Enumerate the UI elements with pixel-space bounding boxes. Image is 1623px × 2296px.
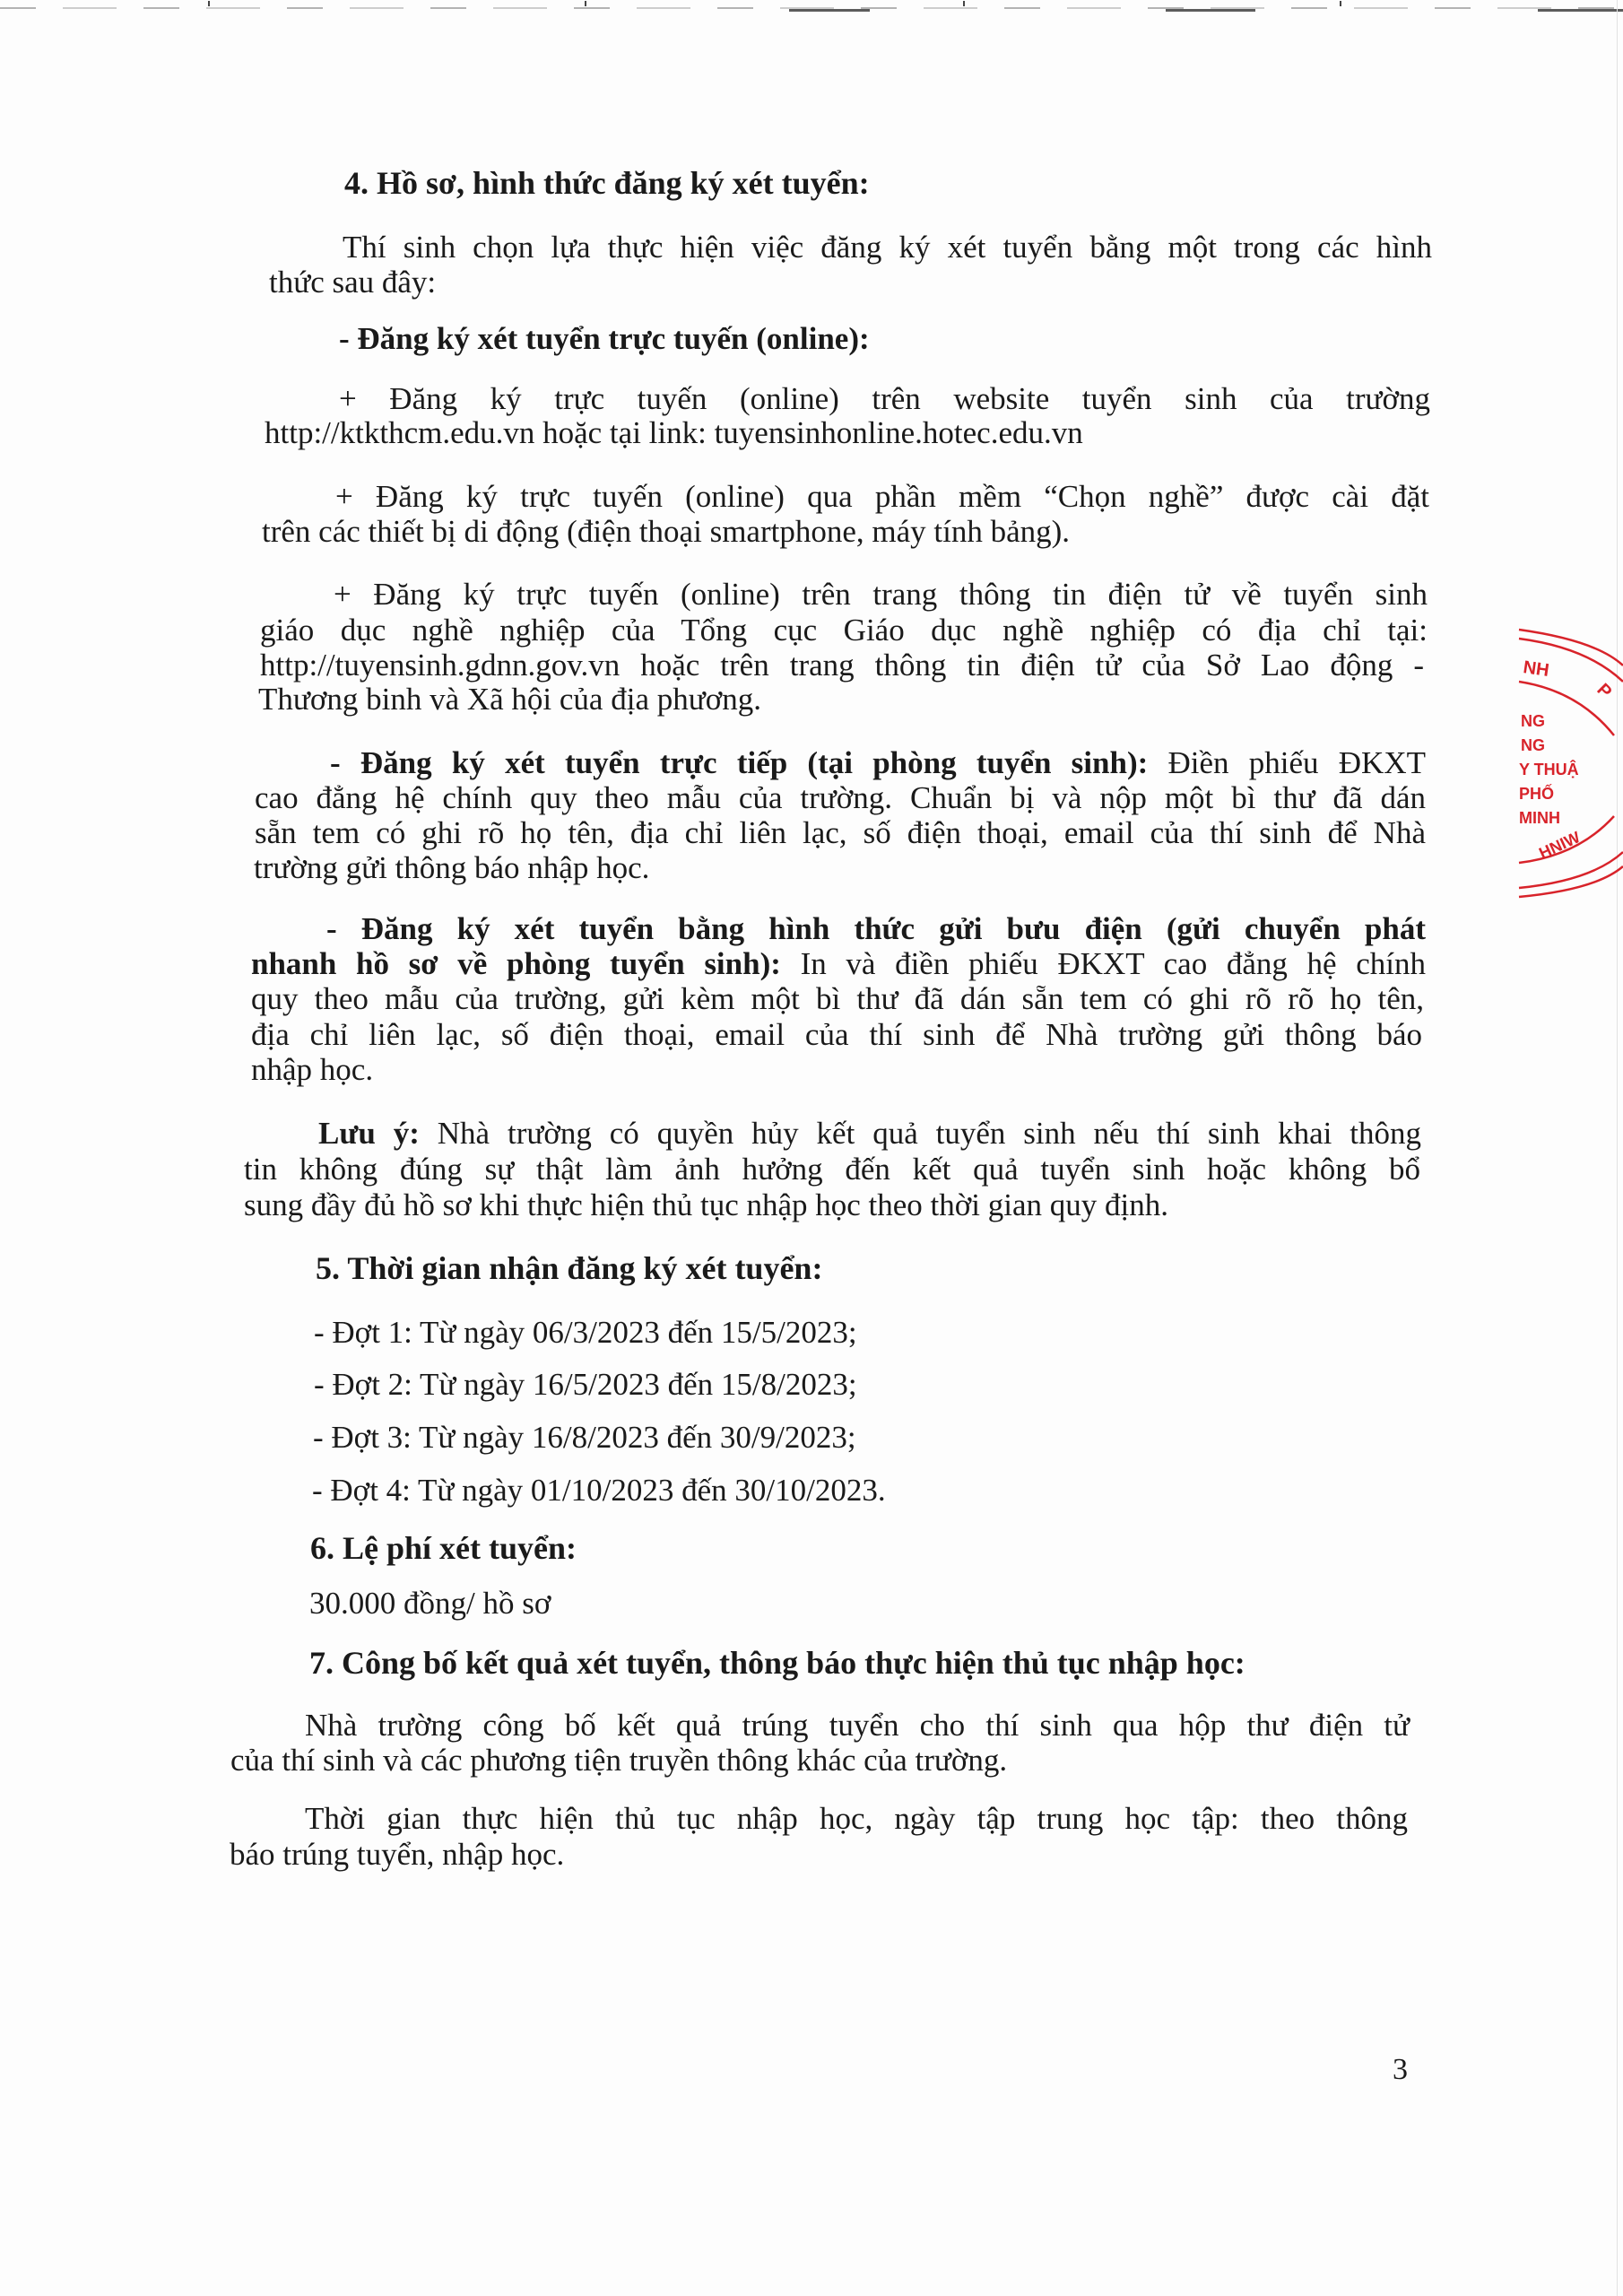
scan-mark bbox=[1538, 9, 1623, 12]
scan-mark bbox=[585, 1, 586, 6]
section-5-heading: 5. Thời gian nhận đăng ký xét tuyển: bbox=[316, 1250, 823, 1286]
svg-text:HNIW: HNIW bbox=[1536, 828, 1584, 863]
online-item-line: Thương binh và Xã hội của địa phương. bbox=[258, 682, 761, 717]
direct-registration-line: sẵn tem có ghi rõ họ tên, địa chỉ liên lạc, số điện thoại, email của thí sinh để Nhà bbox=[255, 815, 1426, 850]
note-line bbox=[318, 1116, 1421, 1152]
scan-mark bbox=[789, 9, 870, 12]
note-text: Nhà trường có quyền hủy kết quả tuyển sinh nếu thí sinh khai thông bbox=[419, 1116, 1421, 1151]
fee-value: 30.000 đồng/ hồ sơ bbox=[309, 1586, 551, 1621]
svg-text:MINH: MINH bbox=[1519, 809, 1560, 827]
scan-mark bbox=[1340, 1, 1341, 6]
post-registration-heading: - Đăng ký xét tuyển bằng hình thức gửi bưu điện (gửi chuyển phát bbox=[326, 911, 1426, 946]
page-number: 3 bbox=[1393, 2053, 1408, 2086]
svg-text:PHỐ: PHỐ bbox=[1519, 785, 1555, 803]
section-7-heading: 7. Công bố kết quả xét tuyển, thông báo thực hiện thủ tục nhập học: bbox=[309, 1645, 1245, 1681]
section-4-heading: 4. Hồ sơ, hình thức đăng ký xét tuyển: bbox=[344, 165, 870, 201]
post-registration-label: nhanh hồ sơ về phòng tuyển sinh): bbox=[251, 946, 781, 981]
svg-text:NG: NG bbox=[1521, 736, 1545, 754]
section-6-heading: 6. Lệ phí xét tuyển: bbox=[310, 1530, 577, 1566]
svg-text:NH: NH bbox=[1522, 657, 1550, 681]
scan-mark bbox=[963, 1, 965, 6]
svg-text:Y THUẬ: Y THUẬ bbox=[1519, 761, 1579, 778]
seal-graphic bbox=[1506, 628, 1623, 924]
note-line: tin không đúng sự thật làm ảnh hưởng đến kết quả tuyển sinh hoặc không bổ bbox=[244, 1152, 1420, 1187]
scan-mark bbox=[208, 1, 210, 6]
svg-text:NG: NG bbox=[1521, 712, 1545, 730]
online-item-line: trên các thiết bị di động (điện thoại smartphone, máy tính bảng). bbox=[262, 514, 1071, 549]
post-registration-line: nhập học. bbox=[251, 1052, 374, 1087]
section-4-intro-line: Thí sinh chọn lựa thực hiện việc đăng ký xét tuyển bằng một trong các hình bbox=[343, 230, 1432, 265]
enrollment-paragraph-line: Thời gian thực hiện thủ tục nhập học, ngày tập trung học tập: theo thông bbox=[305, 1801, 1408, 1836]
results-paragraph-line: của thí sinh và các phương tiện truyền thông khác của trường. bbox=[230, 1743, 1008, 1778]
direct-registration-line: trường gửi thông báo nhập học. bbox=[254, 850, 650, 885]
online-item-line: + Đăng ký trực tuyến (online) trên trang thông tin điện tử về tuyển sinh bbox=[334, 577, 1428, 612]
note-label: Lưu ý: bbox=[318, 1116, 420, 1151]
round-item: - Đợt 1: Từ ngày 06/3/2023 đến 15/5/2023; bbox=[314, 1315, 857, 1350]
note-line: sung đầy đủ hồ sơ khi thực hiện thủ tục nhập học theo thời gian quy định. bbox=[244, 1187, 1168, 1222]
online-item-link[interactable]: http://tuyensinh.gdnn.gov.vn hoặc trên trang thông tin điện tử của Sở Lao động - bbox=[260, 648, 1424, 683]
official-seal-stamp bbox=[1506, 628, 1623, 924]
section-4-intro-line: thức sau đây: bbox=[269, 265, 437, 300]
post-registration-text: In và điền phiếu ĐKXT cao đẳng hệ chính bbox=[780, 946, 1426, 981]
svg-text:P: P bbox=[1593, 679, 1616, 702]
online-heading: - Đăng ký xét tuyển trực tuyến (online): bbox=[339, 321, 870, 356]
page-edge bbox=[1617, 0, 1618, 2296]
direct-registration-line: cao đẳng hệ chính quy theo mẫu của trường. Chuẩn bị và nộp một bì thư đã dán bbox=[255, 780, 1426, 815]
round-item: - Đợt 2: Từ ngày 16/5/2023 đến 15/8/2023; bbox=[314, 1367, 857, 1402]
scan-mark bbox=[1166, 9, 1255, 12]
enrollment-paragraph-line: báo trúng tuyển, nhập học. bbox=[230, 1837, 565, 1872]
online-item-line: + Đăng ký trực tuyến (online) qua phần mềm “Chọn nghề” được cài đặt bbox=[335, 479, 1429, 514]
online-item-line: giáo dục nghề nghiệp của Tổng cục Giáo dục nghề nghiệp có địa chỉ tại: bbox=[260, 613, 1428, 648]
round-item: - Đợt 4: Từ ngày 01/10/2023 đến 30/10/2023. bbox=[312, 1473, 886, 1508]
post-registration-line: quy theo mẫu của trường, gửi kèm một bì thư đã dán sẵn tem có ghi rõ rõ họ tên, bbox=[251, 981, 1424, 1016]
online-item-line: + Đăng ký trực tuyến (online) trên website tuyển sinh của trường bbox=[339, 381, 1430, 416]
direct-registration-text: Điền phiếu ĐKXT bbox=[1148, 745, 1426, 780]
post-registration-line: địa chỉ liên lạc, số điện thoại, email của thí sinh để Nhà trường gửi thông báo bbox=[251, 1017, 1422, 1052]
post-registration-line bbox=[251, 946, 1426, 982]
direct-registration-label: - Đăng ký xét tuyển trực tiếp (tại phòng tuyển sinh): bbox=[330, 745, 1149, 780]
round-item: - Đợt 3: Từ ngày 16/8/2023 đến 30/9/2023; bbox=[313, 1420, 856, 1455]
direct-registration-line bbox=[330, 745, 1426, 781]
results-paragraph-line: Nhà trường công bố kết quả trúng tuyển cho thí sinh qua hộp thư điện tử bbox=[305, 1708, 1410, 1743]
online-item-link[interactable]: http://ktkthcm.edu.vn hoặc tại link: tuyensinhonline.hotec.edu.vn bbox=[265, 415, 1083, 450]
